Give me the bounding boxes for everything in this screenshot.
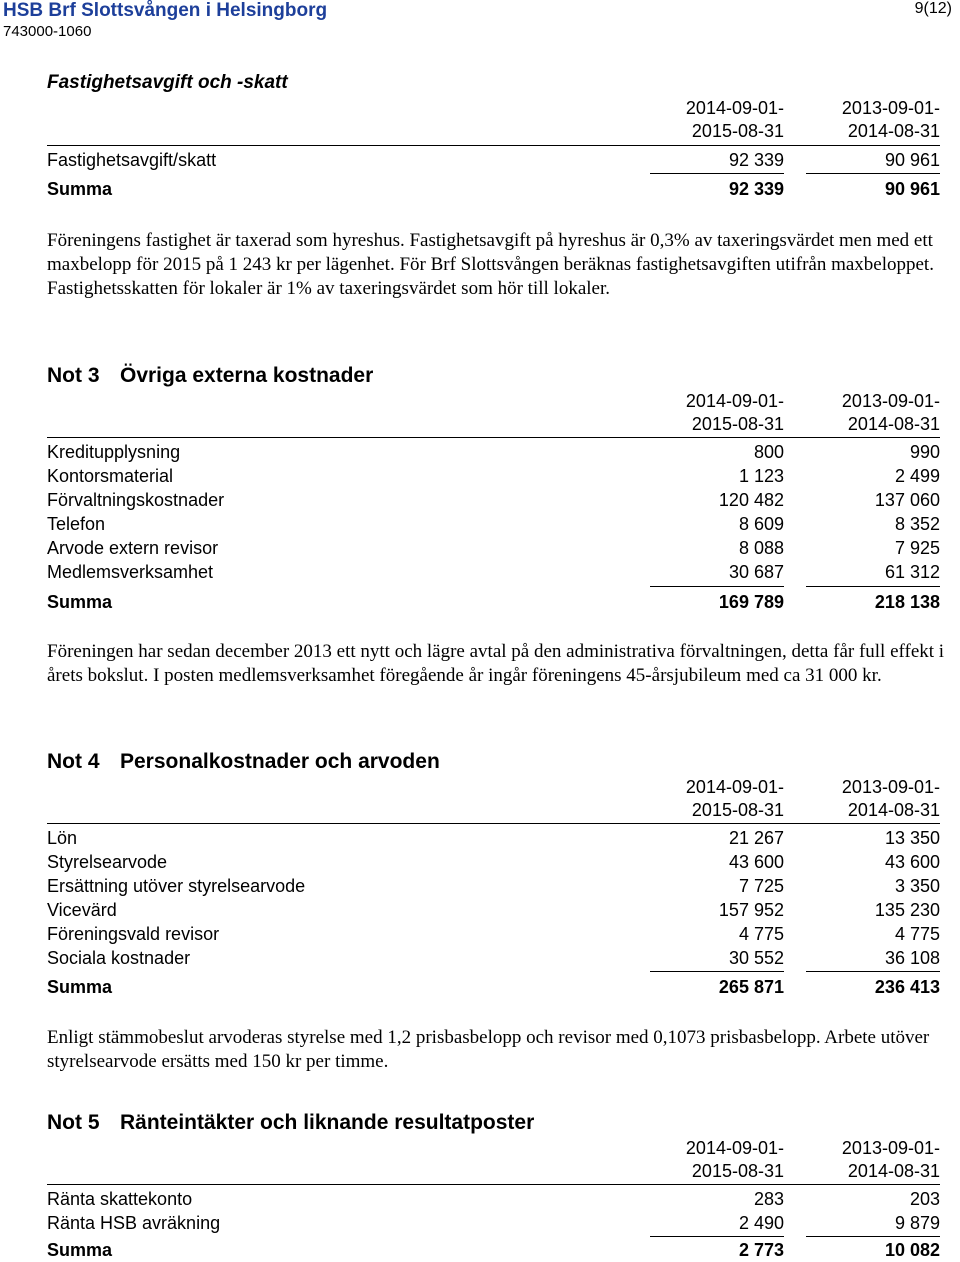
table-row: Styrelsearvode 43 600 43 600	[47, 852, 940, 872]
period-header-current: 2014-09-01- 2015-08-31	[685, 1138, 784, 1181]
table-row: Medlemsverksamhet 30 687 61 312	[47, 562, 940, 582]
table-divider	[47, 437, 940, 438]
table-row: Ersättning utöver styrelsearvode 7 725 3 350	[47, 876, 940, 896]
table-row: Ränta skattekonto 283 203	[47, 1189, 940, 1209]
table-row: Arvode extern revisor 8 088 7 925	[47, 538, 940, 558]
section-heading-not4: Not 4 Personalkostnader och arvoden	[47, 750, 440, 773]
table-row: Telefon 8 609 8 352	[47, 514, 940, 534]
table-divider	[47, 1184, 940, 1185]
note-text: Föreningen har sedan december 2013 ett nytt och lägre avtal på den administrativa förvaltningen, detta får full effekt i årets bokslut. I posten medlemsverksamhet föregående år ingår föreningens 45-årsjubileum med ca 31 000 kr.	[47, 641, 945, 686]
section-heading-not3: Not 3 Övriga externa kostnader	[47, 364, 374, 387]
document-title: HSB Brf Slottsvången i Helsingborg	[3, 0, 328, 21]
table-row: Fastighetsavgift/skatt 92 339 90 961	[47, 150, 940, 170]
table-row: Ränta HSB avräkning 2 490 9 879	[47, 1213, 940, 1233]
note-text: Enligt stämmobeslut arvoderas styrelse med 1,2 prisbasbelopp och revisor med 0,1073 prisbasbelopp. Arbete utöver styrelsearvode ersätts med 150 kr per timme.	[47, 1027, 930, 1072]
period-header-previous: 2013-09-01- 2014-08-31	[841, 1138, 940, 1181]
sum-rule-previous	[806, 971, 940, 972]
period-header-current: 2014-09-01- 2015-08-31	[685, 777, 784, 820]
note-text: Föreningens fastighet är taxerad som hyreshus. Fastighetsavgift på hyreshus är 0,3% av taxeringsvärdet men med ett maxbelopp för 2015 på 1 243 kr per lägenhet. För Brf Slottsvången beräknas fastighetsavgiften utifrån maxbeloppet. Fastighetsskatten för lokaler är 1% av taxeringsvärdet som hör till lokaler.	[47, 230, 934, 299]
period-header-previous: 2013-09-01- 2014-08-31	[841, 98, 940, 141]
sum-row: Summa 2 773 10 082	[47, 1240, 940, 1260]
sum-rule-previous	[806, 173, 940, 174]
section-heading-not5: Not 5 Ränteintäkter och liknande resultatposter	[47, 1111, 535, 1134]
table-row: Förvaltningskostnader 120 482 137 060	[47, 490, 940, 510]
sum-rule-current	[650, 586, 784, 587]
table-row: Lön 21 267 13 350	[47, 828, 940, 848]
sum-rule-current	[650, 173, 784, 174]
table-row: Kreditupplysning 800 990	[47, 442, 940, 462]
sum-row: Summa 265 871 236 413	[47, 977, 940, 997]
sum-rule-current	[650, 971, 784, 972]
table-row: Föreningsvald revisor 4 775 4 775	[47, 924, 940, 944]
sum-rule-previous	[806, 586, 940, 587]
sum-row: Summa 92 339 90 961	[47, 179, 940, 199]
page-number: 9(12)	[914, 0, 952, 17]
table-row: Vicevärd 157 952 135 230	[47, 900, 940, 920]
table-divider	[47, 823, 940, 824]
sum-row: Summa 169 789 218 138	[47, 592, 940, 612]
period-header-current: 2014-09-01- 2015-08-31	[685, 98, 784, 141]
period-header-current: 2014-09-01- 2015-08-31	[685, 391, 784, 434]
sum-rule-current	[650, 1236, 784, 1237]
table-row: Kontorsmaterial 1 123 2 499	[47, 466, 940, 486]
period-header-previous: 2013-09-01- 2014-08-31	[841, 391, 940, 434]
section-title-fastighetsavgift: Fastighetsavgift och -skatt	[47, 72, 288, 93]
period-header-previous: 2013-09-01- 2014-08-31	[841, 777, 940, 820]
table-row: Sociala kostnader 30 552 36 108	[47, 948, 940, 968]
sum-rule-previous	[806, 1236, 940, 1237]
org-number: 743000-1060	[3, 23, 92, 40]
table-divider	[47, 145, 940, 146]
